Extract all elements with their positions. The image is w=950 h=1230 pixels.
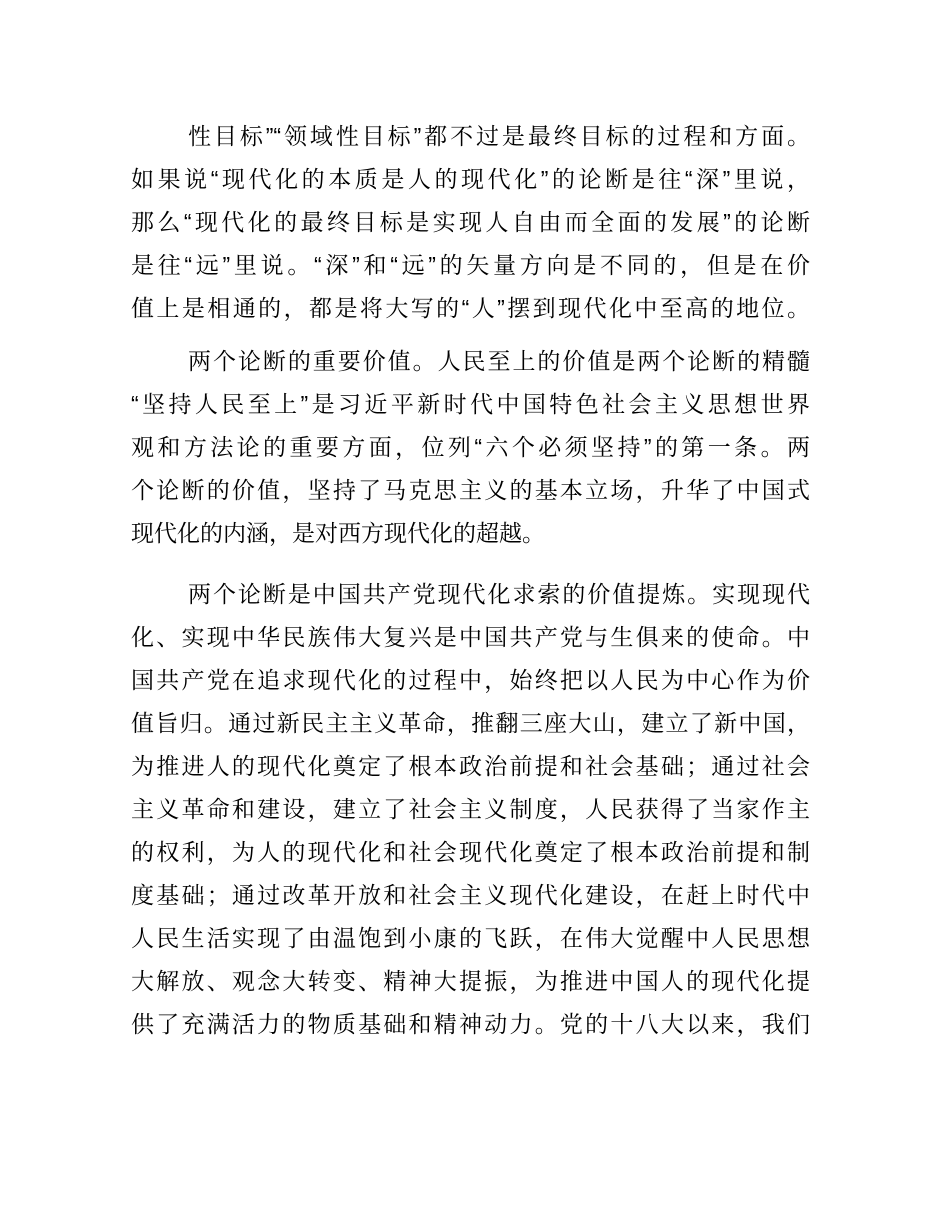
text-line: 性目标”“领域性目标”都不过是最终目标的过程和方面。: [188, 123, 810, 149]
text-line: 两个论断是中国共产党现代化求索的价值提炼。实现现代: [188, 581, 810, 607]
text-line: 值上是相通的，都是将大写的“人”摆到现代化中至高的地位。: [131, 295, 810, 321]
text-line: 大解放、观念大转变、精神大提振，为推进中国人的现代化提: [131, 968, 810, 994]
text-line: 供了充满活力的物质基础和精神动力。党的十八大以来，我们: [131, 1011, 810, 1037]
text-line: 的权利，为人的现代化和社会现代化奠定了根本政治前提和制: [131, 839, 810, 865]
text-line: 观和方法论的重要方面，位列“六个必须坚持”的第一条。两: [131, 434, 810, 460]
text-line: 如果说“现代化的本质是人的现代化”的论断是往“深”里说，: [131, 166, 810, 192]
text-line: 度基础；通过改革开放和社会主义现代化建设，在赶上时代中: [131, 882, 810, 908]
text-line: 人民生活实现了由温饱到小康的飞跃，在伟大觉醒中人民思想: [131, 925, 810, 951]
text-line: 值旨归。通过新民主主义革命，推翻三座大山，建立了新中国，: [131, 710, 810, 736]
text-line: 化、实现中华民族伟大复兴是中国共产党与生俱来的使命。中: [131, 624, 810, 650]
paragraph-1: [131, 115, 810, 330]
text-line: 为推进人的现代化奠定了根本政治前提和社会基础；通过社会: [131, 753, 810, 779]
text-line: 个论断的价值，坚持了马克思主义的基本立场，升华了中国式: [131, 477, 810, 503]
paragraph-2: [131, 340, 810, 555]
text-line: 那么“现代化的最终目标是实现人自由而全面的发展”的论断: [131, 209, 810, 235]
text-line: 国共产党在追求现代化的过程中，始终把以人民为中心作为价: [131, 667, 810, 693]
paragraph-3: [131, 573, 810, 1046]
text-line: 现代化的内涵，是对西方现代化的超越。: [131, 520, 545, 546]
text-line: 是往“远”里说。“深”和“远”的矢量方向是不同的，但是在价: [131, 252, 810, 278]
text-line: 主义革命和建设，建立了社会主义制度，人民获得了当家作主: [131, 796, 810, 822]
text-line: “坚持人民至上”是习近平新时代中国特色社会主义思想世界: [131, 391, 810, 417]
text-line: 两个论断的重要价值。人民至上的价值是两个论断的精髓: [188, 348, 810, 374]
